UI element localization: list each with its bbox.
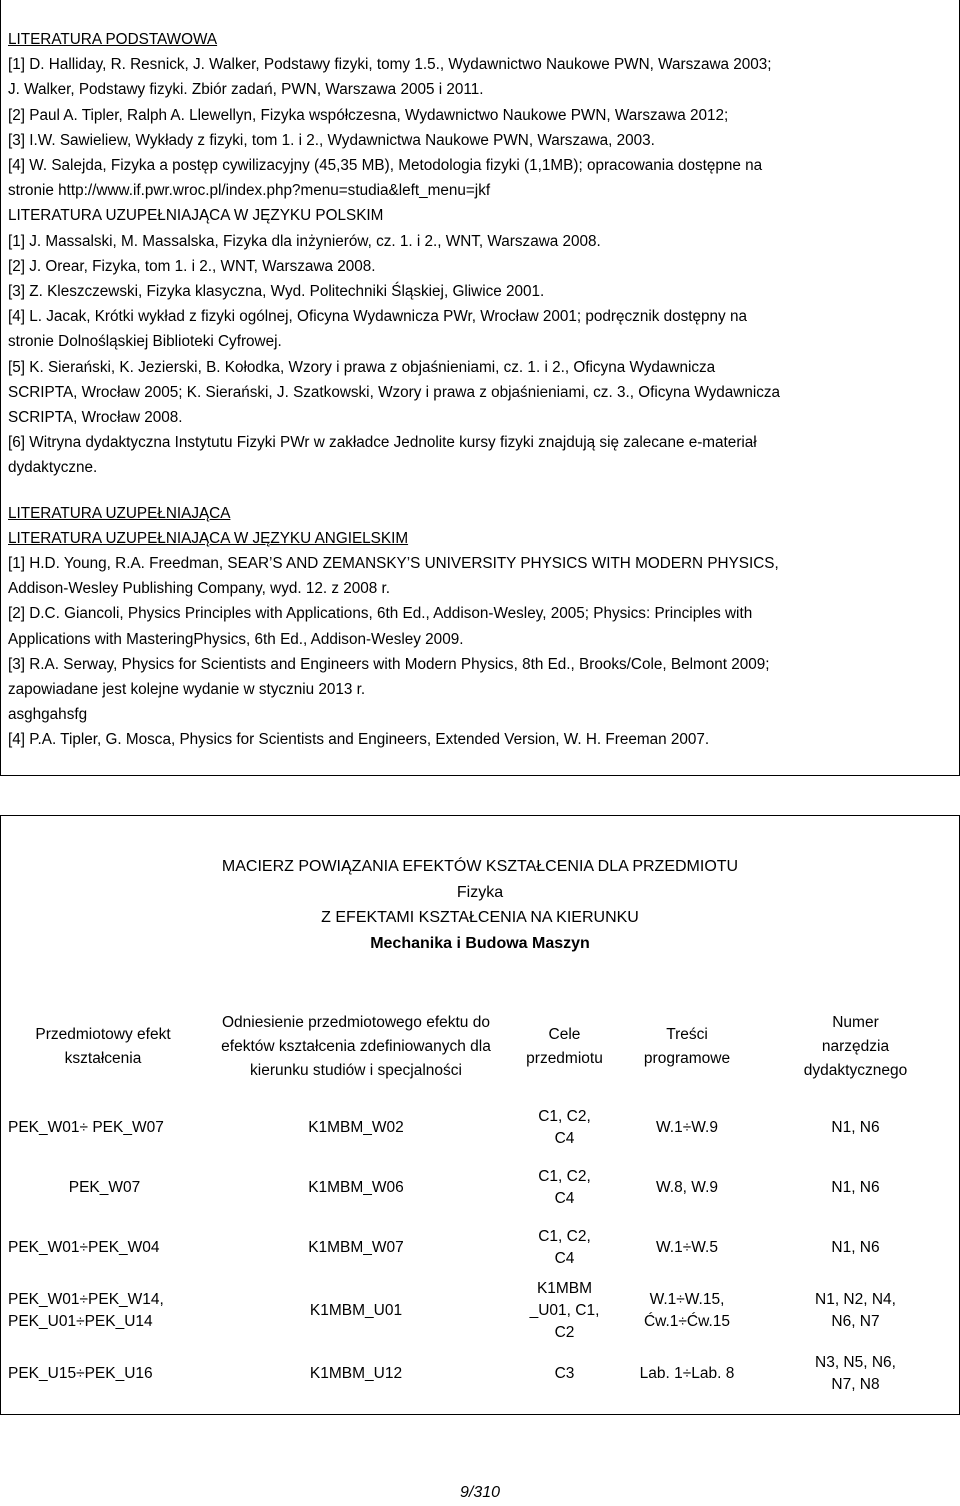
header-text: kierunku studiów i specjalności [250, 1062, 462, 1079]
header-text: kształcenia [64, 1050, 142, 1067]
supplementary-en-heading: LITERATURA UZUPEŁNIAJĄCA W JĘZYKU ANGIELSKIM [8, 529, 409, 547]
table-row [1, 1218, 959, 1278]
cell-text: C1, C2, [538, 1108, 591, 1125]
supp-pl-ref-line: [3] Z. Kleszczewski, Fizyka klasyczna, Wyd. Politechniki Śląskiej, Gliwice 2001. [8, 283, 545, 301]
cell-text: K1MBM_W06 [308, 1179, 404, 1196]
header-goals [507, 996, 622, 1098]
cell-text: C4 [554, 1190, 575, 1207]
cell-text: Ćw.1÷Ćw.15 [643, 1313, 731, 1330]
cell-reference [205, 1158, 507, 1218]
header-text: przedmiotu [526, 1050, 603, 1067]
supp-en-ref-line: asghgahsfg [8, 706, 88, 724]
cell-effect [1, 1278, 205, 1344]
supplementary-heading: LITERATURA UZUPEŁNIAJĄCA [8, 504, 231, 522]
cell-text: N1, N6 [831, 1119, 880, 1136]
table-row [1, 1278, 959, 1344]
cell-text: C3 [554, 1365, 575, 1382]
header-text: narzędzia [821, 1038, 890, 1055]
cell-text: W.8, W.9 [655, 1179, 718, 1196]
supp-en-ref-line: [1] H.D. Young, R.A. Freedman, SEAR’S AND ZEMANSKY’S UNIVERSITY PHYSICS WITH MODERN PHYSICS, [8, 555, 779, 573]
cell-tools [752, 1158, 959, 1218]
cell-text: Lab. 1÷Lab. 8 [639, 1365, 735, 1382]
cell-tools [752, 1098, 959, 1158]
matrix-subject: Fizyka [456, 883, 504, 901]
cell-text: K1MBM_W02 [308, 1119, 404, 1136]
basic-ref-line: [1] D. Halliday, R. Resnick, J. Walker, Podstawy fizyki, tomy 1.5., Wydawnictwo Naukowe PWN, Warszawa 2003; [8, 56, 772, 74]
cell-text: PEK_U15÷PEK_U16 [8, 1365, 153, 1382]
basic-ref-line: J. Walker, Podstawy fizyki. Zbiór zadań, PWN, Warszawa 2005 i 2011. [8, 81, 484, 99]
supp-pl-ref-line: SCRIPTA, Wrocław 2008. [8, 409, 183, 427]
header-reference [205, 996, 507, 1098]
supp-en-ref-line: [3] R.A. Serway, Physics for Scientists and Engineers with Modern Physics, 8th Ed., Brooks/Cole, Belmont 2009; [8, 655, 770, 673]
cell-text: N7, N8 [831, 1376, 880, 1393]
cell-goals [507, 1344, 622, 1404]
cell-reference [205, 1344, 507, 1404]
supp-pl-ref-line: stronie Dolnośląskiej Biblioteki Cyfrowej. [8, 333, 282, 351]
cell-text: C4 [554, 1130, 575, 1147]
cell-text: N1, N2, N4, [815, 1291, 896, 1308]
header-text: Cele [548, 1026, 581, 1043]
header-text: Odniesienie przedmiotowego efektu do [222, 1014, 490, 1031]
header-effect [1, 996, 205, 1098]
cell-effect [1, 1098, 205, 1158]
effects-matrix-table [1, 996, 959, 1404]
supp-pl-ref-line: SCRIPTA, Wrocław 2005; K. Sierański, J. Szatkowski, Wzory i prawa z objaśnieniami, cz. 3., Oficyna Wydawnicza [8, 383, 781, 401]
cell-text: PEK_W07 [68, 1179, 141, 1196]
supp-en-ref-line: Applications with MasteringPhysics, 6th Ed., Addison-Wesley 2009. [8, 630, 464, 648]
page-number: 9/310 [459, 1484, 501, 1501]
cell-text: C2 [554, 1324, 575, 1341]
header-text: Treści [666, 1026, 708, 1043]
cell-text: C1, C2, [538, 1228, 591, 1245]
header-tool [752, 996, 959, 1098]
supp-pl-ref-line: [2] J. Orear, Fizyka, tom 1. i 2., WNT, Warszawa 2008. [8, 257, 376, 275]
header-text: Numer [832, 1014, 879, 1031]
cell-effect [1, 1218, 205, 1278]
basic-ref-line: stronie http://www.if.pwr.wroc.pl/index.php?menu=studia&left_menu=jkf [8, 182, 491, 200]
supp-pl-ref-line: [5] K. Sierański, K. Jezierski, B. Kołodka, Wzory i prawa z objaśnieniami, cz. 1. i 2., Oficyna Wydawnicza [8, 358, 716, 376]
supp-en-ref-line: zapowiadane jest kolejne wydanie w styczniu 2013 r. [8, 681, 366, 699]
cell-tools [752, 1218, 959, 1278]
basic-ref-line: [4] W. Salejda, Fizyka a postęp cywilizacyjny (45,35 MB), Metodologia fizyki (1,1MB); opracowania dostępne na [8, 157, 763, 175]
matrix-title-line: MACIERZ POWIĄZANIA EFEKTÓW KSZTAŁCENIA DLA PRZEDMIOTU [221, 858, 739, 875]
supp-pl-ref-line: [6] Witryna dydaktyczna Instytutu Fizyki PWr w zakładce Jednolite kursy fizyki znajdują się zalecane e-materiał [8, 434, 757, 452]
table-row [1, 1098, 959, 1158]
cell-reference [205, 1098, 507, 1158]
cell-text: PEK_W01÷PEK_W04 [8, 1239, 160, 1256]
supp-en-ref-line: [2] D.C. Giancoli, Physics Principles with Applications, 6th Ed., Addison-Wesley, 2005; Physics: Principles with [8, 605, 753, 623]
matrix-field: Mechanika i Budowa Maszyn [370, 934, 590, 952]
cell-text: _U01, C1, [529, 1302, 600, 1319]
cell-text: N1, N6 [831, 1239, 880, 1256]
cell-text: W.1÷W.15, [649, 1291, 725, 1308]
cell-text: K1MBM_W07 [308, 1239, 404, 1256]
table-row [1, 1158, 959, 1218]
cell-goals [507, 1278, 622, 1344]
cell-text: K1MBM_U01 [309, 1302, 403, 1319]
header-content [622, 996, 752, 1098]
matrix-title [1, 854, 959, 956]
supp-pl-ref-line: [1] J. Massalski, M. Massalska, Fizyka dla inżynierów, cz. 1. i 2., WNT, Warszawa 2008. [8, 232, 601, 250]
cell-goals [507, 1098, 622, 1158]
cell-effect [1, 1344, 205, 1404]
supp-pl-ref-line: dydaktyczne. [8, 459, 98, 477]
header-text: Przedmiotowy efekt [35, 1026, 171, 1043]
cell-text: N1, N6 [831, 1179, 880, 1196]
cell-text: W.1÷W.9 [656, 1119, 718, 1136]
supp-pl-ref-line: [4] L. Jacak, Krótki wykład z fizyki ogólnej, Oficyna Wydawnicza PWr, Wrocław 2001; podręcznik dostępny na [8, 308, 747, 326]
cell-tools [752, 1344, 959, 1404]
supplementary-pl-heading: LITERATURA UZUPEŁNIAJĄCA W JĘZYKU POLSKIM [8, 207, 384, 225]
effects-matrix-section [0, 815, 960, 1415]
literature-content [8, 27, 947, 753]
cell-text: N6, N7 [831, 1313, 880, 1330]
basic-ref-line: [3] I.W. Sawieliew, Wykłady z fizyki, tom 1. i 2., Wydawnictwa Naukowe PWN, Warszawa, 2003. [8, 131, 655, 149]
header-text: programowe [643, 1050, 731, 1067]
cell-content [622, 1218, 752, 1278]
cell-text: C1, C2, [538, 1168, 591, 1185]
supp-en-ref-line: [4] P.A. Tipler, G. Mosca, Physics for Scientists and Engineers, Extended Version, W. H. Freeman 2007. [8, 731, 710, 749]
cell-reference [205, 1218, 507, 1278]
cell-text: C4 [554, 1250, 575, 1267]
basic-literature-heading: LITERATURA PODSTAWOWA [8, 31, 218, 48]
basic-ref-line: [2] Paul A. Tipler, Ralph A. Llewellyn, Fizyka współczesna, Wydawnictwo Naukowe PWN, Warszawa 2012; [8, 106, 729, 124]
cell-text: W.1÷W.5 [656, 1239, 718, 1256]
table-row [1, 1344, 959, 1404]
cell-reference [205, 1278, 507, 1344]
table-header-row [1, 996, 959, 1098]
cell-text: PEK_W01÷PEK_W14, [8, 1291, 164, 1308]
matrix-title-line: Z EFEKTAMI KSZTAŁCENIA NA KIERUNKU [321, 909, 639, 926]
cell-content [622, 1278, 752, 1344]
header-text: efektów kształcenia zdefiniowanych dla [221, 1038, 491, 1055]
header-text: dydaktycznego [803, 1062, 908, 1079]
cell-goals [507, 1218, 622, 1278]
cell-tools [752, 1278, 959, 1344]
cell-text: K1MBM_U12 [309, 1365, 403, 1382]
cell-text: K1MBM [536, 1280, 593, 1297]
cell-content [622, 1098, 752, 1158]
cell-text: N3, N5, N6, [815, 1354, 896, 1371]
cell-content [622, 1158, 752, 1218]
cell-text: PEK_W01÷ PEK_W07 [8, 1119, 164, 1136]
supp-en-ref-line: Addison-Wesley Publishing Company, wyd. 12. z 2008 r. [8, 580, 391, 598]
cell-effect [1, 1158, 205, 1218]
cell-content [622, 1344, 752, 1404]
cell-text: PEK_U01÷PEK_U14 [8, 1313, 153, 1330]
section-gap [8, 481, 947, 501]
cell-goals [507, 1158, 622, 1218]
